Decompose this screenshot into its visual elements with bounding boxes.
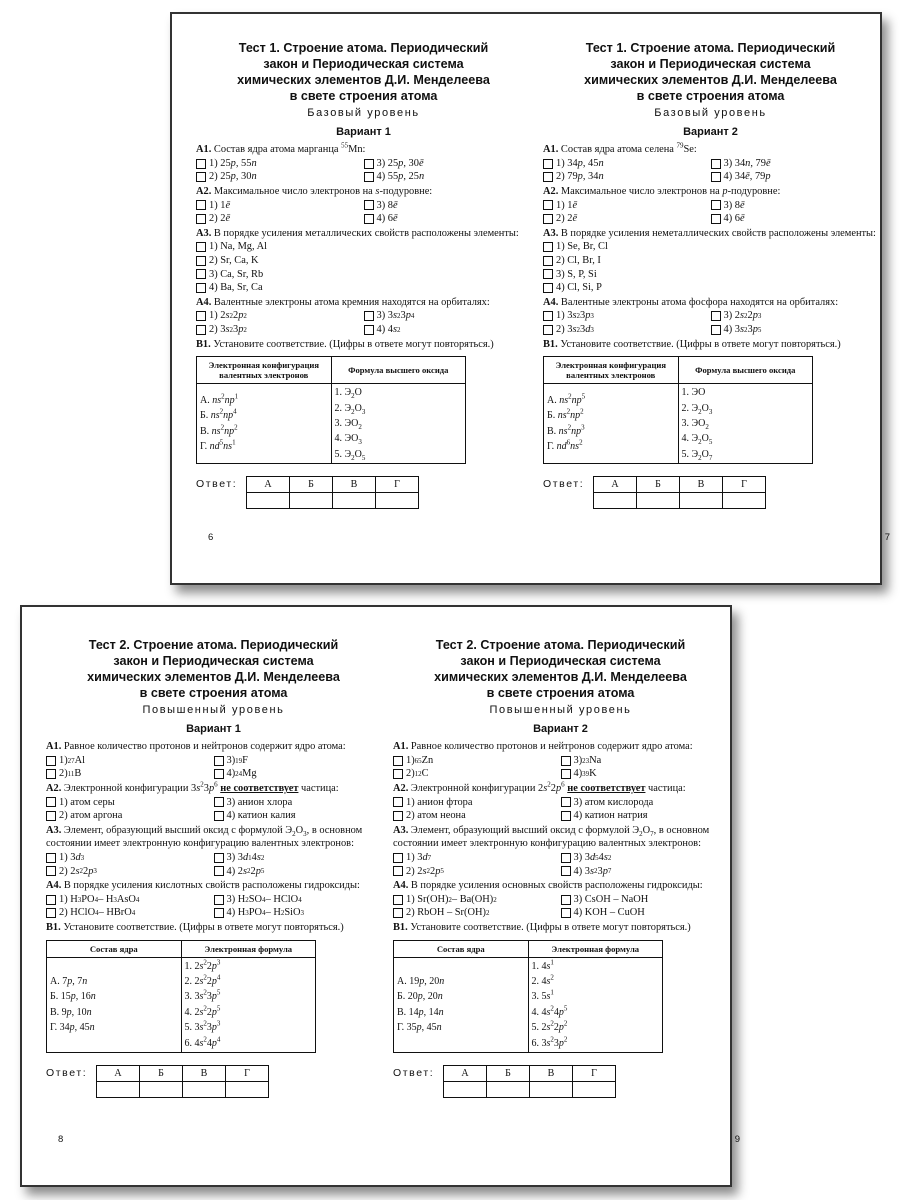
matching-table: Состав ядра Электронная формула А. 19p, 20n Б. 20p, 20n В. 14p, 14n Г. 35p, 45n 1. $4s^1$ 2. $4s^2$ 3. $5s^1$ 4. $4s^24p^5$ 5. $2s^22p^2$ 6. $3s^23p^2$ bbox=[393, 940, 663, 1053]
answer-option[interactable]: 1) 3 s 2 3 p 3 bbox=[543, 309, 711, 323]
answer-option[interactable]: 4) 2 s 2 2 p 5 bbox=[214, 865, 382, 879]
checkbox[interactable] bbox=[543, 283, 553, 293]
checkbox[interactable] bbox=[364, 172, 374, 182]
checkbox[interactable] bbox=[196, 172, 206, 182]
checkbox[interactable] bbox=[393, 769, 403, 779]
answer-option[interactable]: 4) 4 s 2 bbox=[364, 323, 532, 337]
answer-option[interactable]: 2) 3 s 2 3 p 2 bbox=[196, 323, 364, 337]
checkbox[interactable] bbox=[711, 311, 721, 321]
answer-option[interactable]: 4) 55 p , 25 n bbox=[364, 170, 532, 184]
answer-option[interactable]: 3) атом кислорода bbox=[561, 796, 729, 810]
page-title: Тест 1. Строение атома. Периодический закон и Периодическая система химических элементов Д.И. Менделеева в свете строения атома bbox=[237, 41, 490, 103]
checkbox[interactable] bbox=[214, 769, 224, 779]
page-number: 9 bbox=[734, 1134, 740, 1146]
page-number: 7 bbox=[884, 532, 890, 544]
checkbox[interactable] bbox=[543, 172, 553, 182]
top-spread bbox=[170, 12, 890, 585]
answer-option[interactable]: 4) 6 ē bbox=[364, 212, 532, 226]
variant-label: Вариант 2 bbox=[533, 722, 588, 735]
checkbox[interactable] bbox=[561, 895, 571, 905]
answer-option[interactable]: 1) 25 p , 55 n bbox=[196, 157, 364, 171]
checkbox[interactable] bbox=[214, 895, 224, 905]
checkbox[interactable] bbox=[364, 311, 374, 321]
question-a1: А1. Состав ядра атома марганца $^{55}$Mn: 1) 25 p , 55 n 3) 25 p , 30 ē 2) 25 p , 30 n 4) 55 p , 25 n bbox=[196, 143, 531, 184]
checkbox[interactable] bbox=[561, 756, 571, 766]
answer-option[interactable]: 1) 65 Zn bbox=[393, 754, 561, 768]
page-title: Тест 2. Строение атома. Периодический закон и Периодическая система химических элементов Д.И. Менделеева в свете строения атома bbox=[87, 638, 340, 700]
answer-option[interactable]: 2) RbOH – Sr(OH) 2 bbox=[393, 906, 561, 920]
checkbox[interactable] bbox=[196, 311, 206, 321]
answer-option[interactable]: 4) 39 K bbox=[561, 767, 729, 781]
answer-cell[interactable] bbox=[247, 493, 290, 509]
answer-grid: Ответ: А Б В Г bbox=[46, 1065, 381, 1098]
checkbox[interactable] bbox=[561, 908, 571, 918]
question-a3: А3. В порядке усиления неметаллических свойств расположены элементы: 1) Se, Br, Cl 2) Cl, Br, I 3) S, P, Si 4) Cl, Si, P bbox=[543, 227, 878, 295]
answer-option[interactable]: 1) 1 ē bbox=[543, 199, 711, 213]
checkbox[interactable] bbox=[561, 797, 571, 807]
answer-option[interactable]: 2) Cl, Br, I bbox=[543, 254, 878, 268]
answer-option[interactable]: 4) KOH – CuOH bbox=[561, 906, 729, 920]
checkbox[interactable] bbox=[393, 853, 403, 863]
question-a4: А4. В порядке усиления основных свойств расположены гидроксиды: 1) Sr(OH) 2 – Ba(OH) 2 3) CsOH – NaOH 2) RbOH – Sr(OH) 2 4) KOH – CuOH bbox=[393, 879, 728, 920]
checkbox[interactable] bbox=[711, 200, 721, 210]
checkbox[interactable] bbox=[196, 159, 206, 169]
answer-cell[interactable] bbox=[723, 493, 766, 509]
page-9 bbox=[393, 637, 740, 1177]
checkbox[interactable] bbox=[543, 269, 553, 279]
checkbox[interactable] bbox=[196, 283, 206, 293]
answer-option[interactable]: 3) Ca, Sr, Rb bbox=[196, 268, 531, 282]
question-a3: А3. Элемент, образующий высший оксид с формулой $Э_2O_7$, в основном состоянии имеет электронную конфигурацию валентных электронов: 1) 3 d 7 3) 3 d 5 4 s 2 2) 2 s 2 2 p 5 4) 3 s 2 3 p 7 bbox=[393, 824, 728, 878]
question-a2: А2. Максимальное число электронов на s-подуровне: 1) 1 ē 3) 8 ē 2) 2 ē 4) 6 ē bbox=[196, 185, 531, 226]
question-a2: А2. Электронной конфигурации $2s^22p^6$ не соответствует частица: 1) анион фтора 3) атом кислорода 2) атом неона 4) катион натрия bbox=[393, 782, 728, 823]
question-a1: А1. Равное количество протонов и нейтронов содержит ядро атома: 1) 65 Zn 3) 23 Na 2) 12 C 4) 39 K bbox=[393, 740, 728, 781]
checkbox[interactable] bbox=[46, 797, 56, 807]
answer-option[interactable]: 1) 3 d 7 bbox=[393, 851, 561, 865]
checkbox[interactable] bbox=[214, 908, 224, 918]
page-title: Тест 1. Строение атома. Периодический закон и Периодическая система химических элементов Д.И. Менделеева в свете строения атома bbox=[584, 41, 837, 103]
level-label: Базовый уровень bbox=[307, 107, 420, 119]
answer-option[interactable]: 3) 8 ē bbox=[364, 199, 532, 213]
answer-cell[interactable] bbox=[637, 493, 680, 509]
checkbox[interactable] bbox=[196, 242, 206, 252]
matching-table: Электронная конфигурация валентных электронов Формула высшего оксида А. $ns^2np^1$ Б. $ns^2np^4$ В. $ns^2np^2$ Г. $nd^5ns^1$ 1. $Э_2O$ 2. $Э_2O_3$ 3. $ЭO_2$ 4. $ЭO_3$ 5. $Э_2O_5$ bbox=[196, 356, 466, 464]
level-label: Базовый уровень bbox=[654, 107, 767, 119]
checkbox[interactable] bbox=[46, 853, 56, 863]
question-a3: А3. Элемент, образующий высший оксид с формулой $Э_2O_3$, в основном состоянии имеет электронную конфигурацию валентных электронов: 1) 3 d 3 3) 3 d 1 4 s 2 2) 2 s 2 2 p 3 4) 2 s 2 2 p 5 bbox=[46, 824, 381, 878]
checkbox[interactable] bbox=[393, 811, 403, 821]
question-b1: В1. Установите соответствие. (Цифры в ответе могут повторяться.) Электронная конфигурация валентных электронов Формула высшего оксида А. $ns^2np^1$ Б. $ns^2np^4$ В. $ns^2np^2$ Г. $nd^5ns^1$ 1. $Э_2O$ 2. $Э_2O_3$ 3. $ЭO_2$ 4. $ЭO_3$ 5. $Э_2O_5$ bbox=[196, 338, 531, 465]
answer-option[interactable]: 3) S, P, Si bbox=[543, 268, 878, 282]
answer-option[interactable]: 2) 25 p , 30 n bbox=[196, 170, 364, 184]
answer-cell[interactable] bbox=[487, 1081, 530, 1097]
answer-cell[interactable] bbox=[183, 1081, 226, 1097]
answer-cell[interactable] bbox=[444, 1081, 487, 1097]
answer-cell[interactable] bbox=[97, 1081, 140, 1097]
answer-option[interactable]: 3) 23 Na bbox=[561, 754, 729, 768]
answer-option[interactable]: 1) 34 p , 45 n bbox=[543, 157, 711, 171]
answer-option[interactable]: 3) 8 ē bbox=[711, 199, 879, 213]
checkbox[interactable] bbox=[543, 325, 553, 335]
answer-option[interactable]: 2) 12 C bbox=[393, 767, 561, 781]
answer-option[interactable]: 3) 34 n , 79 ē bbox=[711, 157, 879, 171]
page-7 bbox=[543, 40, 890, 575]
answer-cell[interactable] bbox=[140, 1081, 183, 1097]
checkbox[interactable] bbox=[543, 200, 553, 210]
question-b1: В1. Установите соответствие. (Цифры в ответе могут повторяться.) Состав ядра Электронная формула А. 19p, 20n Б. 20p, 20n В. 14p, 14n Г. 35p, 45n 1. $4s^1$ 2. $4s^2$ 3. $5s^1$ 4. $4s^24p^5$ 5. $2s^22p^2$ 6. $3s^23p^2$ bbox=[393, 921, 728, 1053]
answer-option[interactable]: 1) атом серы bbox=[46, 796, 214, 810]
answer-option[interactable]: 3) 2 s 2 2 p 3 bbox=[711, 309, 879, 323]
answer-option[interactable]: 1) Se, Br, Cl bbox=[543, 240, 878, 254]
answer-option[interactable]: 1) 3 d 3 bbox=[46, 851, 214, 865]
answer-option[interactable]: 2) 2 ē bbox=[543, 212, 711, 226]
checkbox[interactable] bbox=[561, 853, 571, 863]
answer-option[interactable]: 3) CsOH – NaOH bbox=[561, 893, 729, 907]
matching-table: Электронная конфигурация валентных электронов Формула высшего оксида А. $ns^2np^5$ Б. $ns^2np^2$ В. $ns^2np^3$ Г. $nd^6ns^2$ 1. ЭO 2. $Э_2O_3$ 3. $ЭO_2$ 4. $Э_2O_5$ 5. $Э_2O_7$ bbox=[543, 356, 813, 464]
level-label: Повышенный уровень bbox=[142, 704, 285, 716]
question-b1: В1. Установите соответствие. (Цифры в ответе могут повторяться.) Электронная конфигурация валентных электронов Формула высшего оксида А. $ns^2np^5$ Б. $ns^2np^2$ В. $ns^2np^3$ Г. $nd^6ns^2$ 1. ЭO 2. $Э_2O_3$ 3. $ЭO_2$ 4. $Э_2O_5$ 5. $Э_2O_7$ bbox=[543, 338, 878, 465]
answer-option[interactable]: 2) 2 s 2 2 p 3 bbox=[46, 865, 214, 879]
answer-option[interactable]: 1) Sr(OH) 2 – Ba(OH) 2 bbox=[393, 893, 561, 907]
checkbox[interactable] bbox=[393, 895, 403, 905]
checkbox[interactable] bbox=[196, 256, 206, 266]
checkbox[interactable] bbox=[196, 325, 206, 335]
checkbox[interactable] bbox=[561, 866, 571, 876]
answer-cell[interactable] bbox=[594, 493, 637, 509]
checkbox[interactable] bbox=[364, 214, 374, 224]
answer-option[interactable]: 2) атом аргона bbox=[46, 809, 214, 823]
answer-grid: Ответ: А Б В Г bbox=[393, 1065, 728, 1098]
answer-cell[interactable] bbox=[530, 1081, 573, 1097]
level-label: Повышенный уровень bbox=[489, 704, 632, 716]
checkbox[interactable] bbox=[711, 325, 721, 335]
checkbox[interactable] bbox=[46, 895, 56, 905]
answer-option[interactable]: 3) 19 F bbox=[214, 754, 382, 768]
answer-option[interactable]: 1) 2 s 2 2 p 2 bbox=[196, 309, 364, 323]
checkbox[interactable] bbox=[214, 811, 224, 821]
variant-label: Вариант 2 bbox=[683, 125, 738, 138]
answer-option[interactable]: 4) H 3 PO 4 – H 2 SiO 3 bbox=[214, 906, 382, 920]
checkbox[interactable] bbox=[196, 269, 206, 279]
answer-option[interactable]: 2) 2 s 2 2 p 5 bbox=[393, 865, 561, 879]
answer-cell[interactable] bbox=[290, 493, 333, 509]
answer-grid: Ответ: А Б В Г bbox=[543, 476, 878, 509]
question-a4: А4. В порядке усиления кислотных свойств расположены гидроксиды: 1) H 3 PO 4 – H 3 AsO 4 3) H 2 SO 4 – HClO 4 2) HClO 4 – HBrO 4 4) H 3 PO 4 – H 2 SiO 3 bbox=[46, 879, 381, 920]
answer-option[interactable]: 1) Na, Mg, Al bbox=[196, 240, 531, 254]
page-8 bbox=[46, 637, 381, 1177]
page-number: 8 bbox=[58, 1134, 64, 1146]
answer-option[interactable]: 4) 34 ē , 79 p bbox=[711, 170, 879, 184]
checkbox[interactable] bbox=[46, 769, 56, 779]
answer-option[interactable]: 4) 24 Mg bbox=[214, 767, 382, 781]
answer-cell[interactable] bbox=[226, 1081, 269, 1097]
answer-option[interactable]: 3) 3 s 2 3 p 4 bbox=[364, 309, 532, 323]
question-a1: А1. Равное количество протонов и нейтронов содержит ядро атома: 1) 27 Al 3) 19 F 2) 11 B 4) 24 Mg bbox=[46, 740, 381, 781]
answer-option[interactable]: 4) 3 s 2 3 p 5 bbox=[711, 323, 879, 337]
checkbox[interactable] bbox=[364, 200, 374, 210]
answer-grid: Ответ: А Б В Г bbox=[196, 476, 531, 509]
question-a2: А2. Максимальное число электронов на p-подуровне: 1) 1 ē 3) 8 ē 2) 2 ē 4) 6 ē bbox=[543, 185, 878, 226]
answer-option[interactable]: 1) H 3 PO 4 – H 3 AsO 4 bbox=[46, 893, 214, 907]
answer-option[interactable]: 4) Ba, Sr, Ca bbox=[196, 281, 531, 295]
answer-option[interactable]: 2) HClO 4 – HBrO 4 bbox=[46, 906, 214, 920]
checkbox[interactable] bbox=[561, 811, 571, 821]
answer-option[interactable]: 4) 6 ē bbox=[711, 212, 879, 226]
checkbox[interactable] bbox=[393, 866, 403, 876]
checkbox[interactable] bbox=[46, 866, 56, 876]
checkbox[interactable] bbox=[46, 908, 56, 918]
answer-option[interactable]: 3) 3 d 5 4 s 2 bbox=[561, 851, 729, 865]
page-title: Тест 2. Строение атома. Периодический закон и Периодическая система химических элементов Д.И. Менделеева в свете строения атома bbox=[434, 638, 687, 700]
checkbox[interactable] bbox=[393, 797, 403, 807]
checkbox[interactable] bbox=[364, 159, 374, 169]
page-number: 6 bbox=[208, 532, 214, 544]
checkbox[interactable] bbox=[543, 311, 553, 321]
answer-option[interactable]: 2) атом неона bbox=[393, 809, 561, 823]
answer-option[interactable]: 2) 79 p , 34 n bbox=[543, 170, 711, 184]
checkbox[interactable] bbox=[711, 214, 721, 224]
bottom-spread bbox=[20, 605, 740, 1187]
checkbox[interactable] bbox=[711, 172, 721, 182]
checkbox[interactable] bbox=[561, 769, 571, 779]
variant-label: Вариант 1 bbox=[186, 722, 241, 735]
answer-cell[interactable] bbox=[573, 1081, 616, 1097]
checkbox[interactable] bbox=[196, 200, 206, 210]
checkbox[interactable] bbox=[393, 908, 403, 918]
page-6 bbox=[196, 40, 531, 575]
variant-label: Вариант 1 bbox=[336, 125, 391, 138]
answer-cell[interactable] bbox=[376, 493, 419, 509]
question-a3: А3. В порядке усиления металлических свойств расположены элементы: 1) Na, Mg, Al 2) Sr, Ca, K 3) Ca, Sr, Rb 4) Ba, Sr, Ca bbox=[196, 227, 531, 295]
checkbox[interactable] bbox=[543, 242, 553, 252]
checkbox[interactable] bbox=[214, 866, 224, 876]
checkbox[interactable] bbox=[364, 325, 374, 335]
answer-option[interactable]: 2) 2 ē bbox=[196, 212, 364, 226]
checkbox[interactable] bbox=[46, 756, 56, 766]
answer-option[interactable]: 3) анион хлора bbox=[214, 796, 382, 810]
checkbox[interactable] bbox=[214, 756, 224, 766]
checkbox[interactable] bbox=[393, 756, 403, 766]
answer-option[interactable]: 3) 3 d 1 4 s 2 bbox=[214, 851, 382, 865]
answer-option[interactable]: 4) Cl, Si, P bbox=[543, 281, 878, 295]
matching-table: Состав ядра Электронная формула А. 7p, 7n Б. 15p, 16n В. 9p, 10n Г. 34p, 45n 1. $2s^22p^3$ 2. $2s^22p^4$ 3. $3s^23p^5$ 4. $2s^22p^5$ 5. $3s^23p^3$ 6. $4s^24p^4$ bbox=[46, 940, 316, 1053]
checkbox[interactable] bbox=[543, 159, 553, 169]
answer-cell[interactable] bbox=[680, 493, 723, 509]
answer-option[interactable]: 1) анион фтора bbox=[393, 796, 561, 810]
answer-option[interactable]: 4) катион натрия bbox=[561, 809, 729, 823]
answer-option[interactable]: 1) 1 ē bbox=[196, 199, 364, 213]
question-a2: А2. Электронной конфигурации $3s^23p^6$ не соответствует частица: 1) атом серы 3) анион хлора 2) атом аргона 4) катион калия bbox=[46, 782, 381, 823]
question-a4: А4. Валентные электроны атома фосфора находятся на орбиталях: 1) 3 s 2 3 p 3 3) 2 s 2 2 p 3 2) 3 s 2 3 d 3 4) 3 s 2 3 p 5 bbox=[543, 296, 878, 337]
checkbox[interactable] bbox=[543, 214, 553, 224]
answer-option[interactable]: 2) Sr, Ca, K bbox=[196, 254, 531, 268]
answer-option[interactable]: 1) 27 Al bbox=[46, 754, 214, 768]
answer-cell[interactable] bbox=[333, 493, 376, 509]
answer-option[interactable]: 3) H 2 SO 4 – HClO 4 bbox=[214, 893, 382, 907]
question-a4: А4. Валентные электроны атома кремния находятся на орбиталях: 1) 2 s 2 2 p 2 3) 3 s 2 3 p 4 2) 3 s 2 3 p 2 4) 4 s 2 bbox=[196, 296, 531, 337]
checkbox[interactable] bbox=[214, 797, 224, 807]
checkbox[interactable] bbox=[196, 214, 206, 224]
answer-option[interactable]: 4) катион калия bbox=[214, 809, 382, 823]
answer-option[interactable]: 4) 3 s 2 3 p 7 bbox=[561, 865, 729, 879]
answer-option[interactable]: 2) 11 B bbox=[46, 767, 214, 781]
checkbox[interactable] bbox=[711, 159, 721, 169]
checkbox[interactable] bbox=[543, 256, 553, 266]
checkbox[interactable] bbox=[214, 853, 224, 863]
answer-option[interactable]: 3) 25 p , 30 ē bbox=[364, 157, 532, 171]
question-b1: В1. Установите соответствие. (Цифры в ответе могут повторяться.) Состав ядра Электронная формула А. 7p, 7n Б. 15p, 16n В. 9p, 10n Г. 34p, 45n 1. $2s^22p^3$ 2. $2s^22p^4$ 3. $3s^23p^5$ 4. $2s^22p^5$ 5. $3s^23p^3$ 6. $4s^24p^4$ bbox=[46, 921, 381, 1053]
answer-option[interactable]: 2) 3 s 2 3 d 3 bbox=[543, 323, 711, 337]
question-a1: А1. Состав ядра атома селена $^{79}$Se: 1) 34 p , 45 n 3) 34 n , 79 ē 2) 79 p , 34 n 4) 34 ē , 79 p bbox=[543, 143, 878, 184]
checkbox[interactable] bbox=[46, 811, 56, 821]
